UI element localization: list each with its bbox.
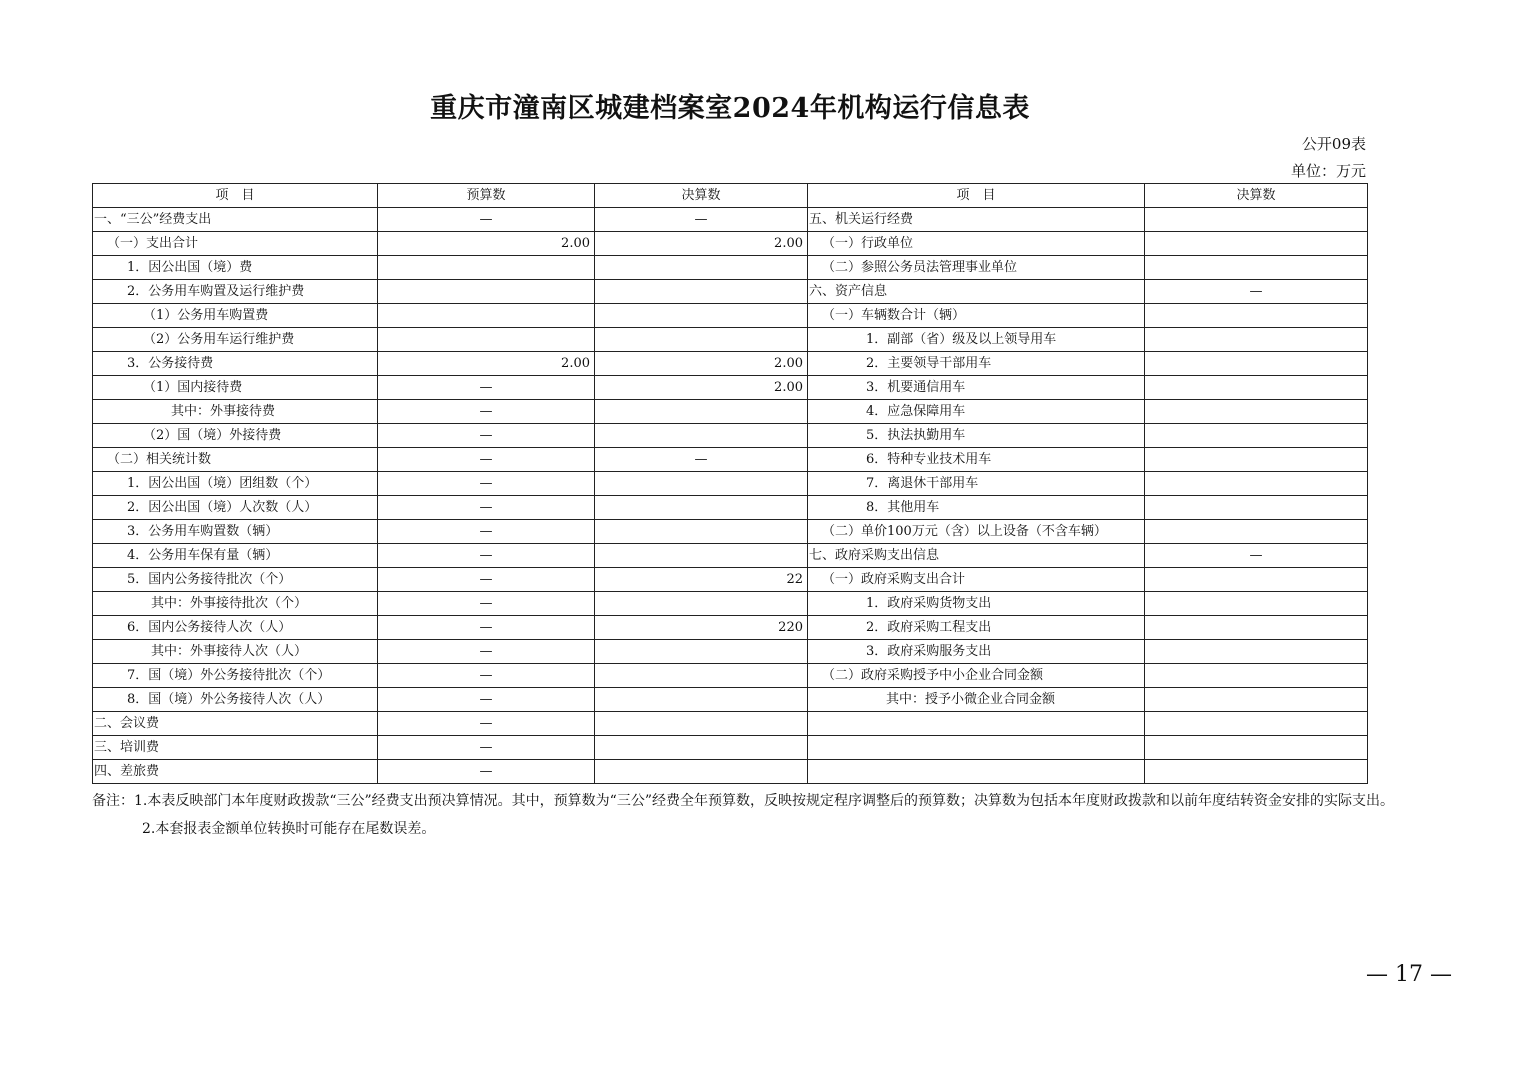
table-row (93, 616, 1368, 640)
item-right-cell: 6．特种专业技术用车 (808, 448, 1145, 472)
final-left-cell: 2.00 (595, 376, 808, 400)
table-row (93, 712, 1368, 736)
item-left-cell: 1．因公出国（境）费 (93, 256, 378, 280)
item-left-cell: （2）公务用车运行维护费 (93, 328, 378, 352)
item-right-cell: （二）单价100万元（含）以上设备（不含车辆） (808, 520, 1145, 544)
item-right-cell: 六、资产信息 (808, 280, 1145, 304)
table-row (93, 496, 1368, 520)
header-budget: 预算数 (378, 184, 595, 208)
item-left-cell: （二）相关统计数 (93, 448, 378, 472)
budget-cell: — (378, 400, 595, 424)
item-right-cell: （一）政府采购支出合计 (808, 568, 1145, 592)
final-right-cell (1145, 688, 1368, 712)
item-left-cell: 5．国内公务接待批次（个） (93, 568, 378, 592)
table-row (93, 256, 1368, 280)
final-right-cell (1145, 712, 1368, 736)
table-row (93, 592, 1368, 616)
budget-cell: — (378, 472, 595, 496)
final-left-cell (595, 592, 808, 616)
item-right-cell (808, 712, 1145, 736)
item-right-cell: 2．政府采购工程支出 (808, 616, 1145, 640)
table-row (93, 544, 1368, 568)
item-right-cell: （一）行政单位 (808, 232, 1145, 256)
item-left-cell: 三、培训费 (93, 736, 378, 760)
table-row (93, 736, 1368, 760)
final-left-cell (595, 472, 808, 496)
budget-cell: — (378, 208, 595, 232)
table-row (93, 232, 1368, 256)
item-left-cell: 3．公务接待费 (93, 352, 378, 376)
table-row (93, 424, 1368, 448)
unit-label: 单位：万元 (1290, 162, 1366, 180)
item-right-cell (808, 736, 1145, 760)
final-left-cell: — (595, 448, 808, 472)
table-row (93, 280, 1368, 304)
final-right-cell (1145, 664, 1368, 688)
budget-cell (378, 280, 595, 304)
item-right-cell: 2．主要领导干部用车 (808, 352, 1145, 376)
final-right-cell (1145, 328, 1368, 352)
table-row (93, 352, 1368, 376)
final-right-cell (1145, 232, 1368, 256)
final-left-cell (595, 712, 808, 736)
table-row (93, 328, 1368, 352)
item-left-cell: 1．因公出国（境）团组数（个） (93, 472, 378, 496)
item-right-cell: 4．应急保障用车 (808, 400, 1145, 424)
final-left-cell (595, 520, 808, 544)
budget-cell (378, 304, 595, 328)
budget-cell: — (378, 664, 595, 688)
final-right-cell (1145, 568, 1368, 592)
table-row (93, 472, 1368, 496)
item-left-cell: （1）国内接待费 (93, 376, 378, 400)
item-left-cell: 3．公务用车购置数（辆） (93, 520, 378, 544)
page-number: — 17 — (1366, 962, 1452, 987)
final-right-cell: — (1145, 544, 1368, 568)
header-final-right: 决算数 (1145, 184, 1368, 208)
final-left-cell (595, 424, 808, 448)
budget-cell: — (378, 376, 595, 400)
final-right-cell (1145, 640, 1368, 664)
final-right-cell (1145, 400, 1368, 424)
final-left-cell (595, 496, 808, 520)
item-right-cell: 3．政府采购服务支出 (808, 640, 1145, 664)
final-right-cell (1145, 376, 1368, 400)
item-left-cell: 6．国内公务接待人次（人） (93, 616, 378, 640)
budget-cell: — (378, 568, 595, 592)
item-left-cell: 其中：外事接待人次（人） (93, 640, 378, 664)
item-right-cell (808, 760, 1145, 784)
final-left-cell (595, 736, 808, 760)
item-left-cell: （1）公务用车购置费 (93, 304, 378, 328)
table-header-row (93, 184, 1368, 208)
table-body (93, 208, 1368, 784)
final-right-cell (1145, 592, 1368, 616)
item-right-cell: 其中：授予小微企业合同金额 (808, 688, 1145, 712)
budget-cell: — (378, 688, 595, 712)
final-left-cell (595, 328, 808, 352)
table-row (93, 400, 1368, 424)
budget-cell: — (378, 616, 595, 640)
item-right-cell: （一）车辆数合计（辆） (808, 304, 1145, 328)
table-row (93, 688, 1368, 712)
final-left-cell: 2.00 (595, 232, 808, 256)
table-row (93, 520, 1368, 544)
header-final-left: 决算数 (595, 184, 808, 208)
final-left-cell (595, 304, 808, 328)
item-right-cell: （二）政府采购授予中小企业合同金额 (808, 664, 1145, 688)
final-right-cell: — (1145, 280, 1368, 304)
final-left-cell: 220 (595, 616, 808, 640)
item-right-cell: 1．政府采购货物支出 (808, 592, 1145, 616)
table-row (93, 640, 1368, 664)
final-right-cell (1145, 616, 1368, 640)
final-left-cell (595, 640, 808, 664)
item-left-cell: 4．公务用车保有量（辆） (93, 544, 378, 568)
budget-cell: — (378, 640, 595, 664)
budget-cell: 2.00 (378, 232, 595, 256)
final-right-cell (1145, 736, 1368, 760)
item-left-cell: 四、差旅费 (93, 760, 378, 784)
budget-cell: 2.00 (378, 352, 595, 376)
final-right-cell (1145, 760, 1368, 784)
budget-cell: — (378, 760, 595, 784)
final-right-cell (1145, 304, 1368, 328)
final-right-cell (1145, 448, 1368, 472)
budget-cell: — (378, 712, 595, 736)
budget-cell (378, 328, 595, 352)
budget-cell: — (378, 544, 595, 568)
item-right-cell: 7．离退休干部用车 (808, 472, 1145, 496)
final-right-cell (1145, 496, 1368, 520)
table-row (93, 664, 1368, 688)
item-left-cell: 2．公务用车购置及运行维护费 (93, 280, 378, 304)
final-left-cell (595, 400, 808, 424)
table-row (93, 568, 1368, 592)
item-right-cell: 七、政府采购支出信息 (808, 544, 1145, 568)
note-2: 2.本套报表金额单位转换时可能存在尾数误差。 (142, 821, 436, 837)
final-left-cell: 2.00 (595, 352, 808, 376)
budget-cell: — (378, 424, 595, 448)
item-left-cell: 其中：外事接待批次（个） (93, 592, 378, 616)
header-item-left: 项 目 (93, 184, 378, 208)
page-title: 重庆市潼南区城建档案室2024年机构运行信息表 (430, 93, 1030, 124)
final-left-cell (595, 256, 808, 280)
item-right-cell: 五、机关运行经费 (808, 208, 1145, 232)
final-left-cell (595, 544, 808, 568)
budget-cell (378, 256, 595, 280)
item-left-cell: （一）支出合计 (93, 232, 378, 256)
item-left-cell: 一、“三公”经费支出 (93, 208, 378, 232)
final-left-cell (595, 688, 808, 712)
budget-cell: — (378, 592, 595, 616)
item-right-cell: 3．机要通信用车 (808, 376, 1145, 400)
table-row (93, 304, 1368, 328)
budget-cell: — (378, 496, 595, 520)
item-right-cell: （二）参照公务员法管理事业单位 (808, 256, 1145, 280)
info-table (92, 183, 1368, 784)
item-left-cell: （2）国（境）外接待费 (93, 424, 378, 448)
final-right-cell (1145, 208, 1368, 232)
table-row (93, 760, 1368, 784)
item-left-cell: 二、会议费 (93, 712, 378, 736)
final-left-cell: — (595, 208, 808, 232)
item-left-cell: 2．因公出国（境）人次数（人） (93, 496, 378, 520)
header-item-right: 项 目 (808, 184, 1145, 208)
notes (92, 787, 1487, 843)
form-number: 公开09表 (1301, 135, 1366, 153)
item-left-cell: 其中：外事接待费 (93, 400, 378, 424)
budget-cell: — (378, 520, 595, 544)
item-left-cell: 7．国（境）外公务接待批次（个） (93, 664, 378, 688)
final-right-cell (1145, 352, 1368, 376)
final-right-cell (1145, 520, 1368, 544)
table-row (93, 448, 1368, 472)
final-left-cell (595, 760, 808, 784)
note-1: 备注：1.本表反映部门本年度财政拨款“三公”经费支出预决算情况。其中，预算数为“三公”经费全年预算数，反映按规定程序调整后的预算数；决算数为包括本年度财政拨款和以前年度结转资金安排的实际支出。 (92, 793, 1394, 809)
table-row (93, 208, 1368, 232)
budget-cell: — (378, 448, 595, 472)
final-left-cell (595, 280, 808, 304)
final-left-cell: 22 (595, 568, 808, 592)
final-right-cell (1145, 472, 1368, 496)
final-left-cell (595, 664, 808, 688)
budget-cell: — (378, 736, 595, 760)
final-right-cell (1145, 424, 1368, 448)
final-right-cell (1145, 256, 1368, 280)
item-right-cell: 1．副部（省）级及以上领导用车 (808, 328, 1145, 352)
item-right-cell: 5．执法执勤用车 (808, 424, 1145, 448)
item-right-cell: 8．其他用车 (808, 496, 1145, 520)
table-row (93, 376, 1368, 400)
item-left-cell: 8．国（境）外公务接待人次（人） (93, 688, 378, 712)
